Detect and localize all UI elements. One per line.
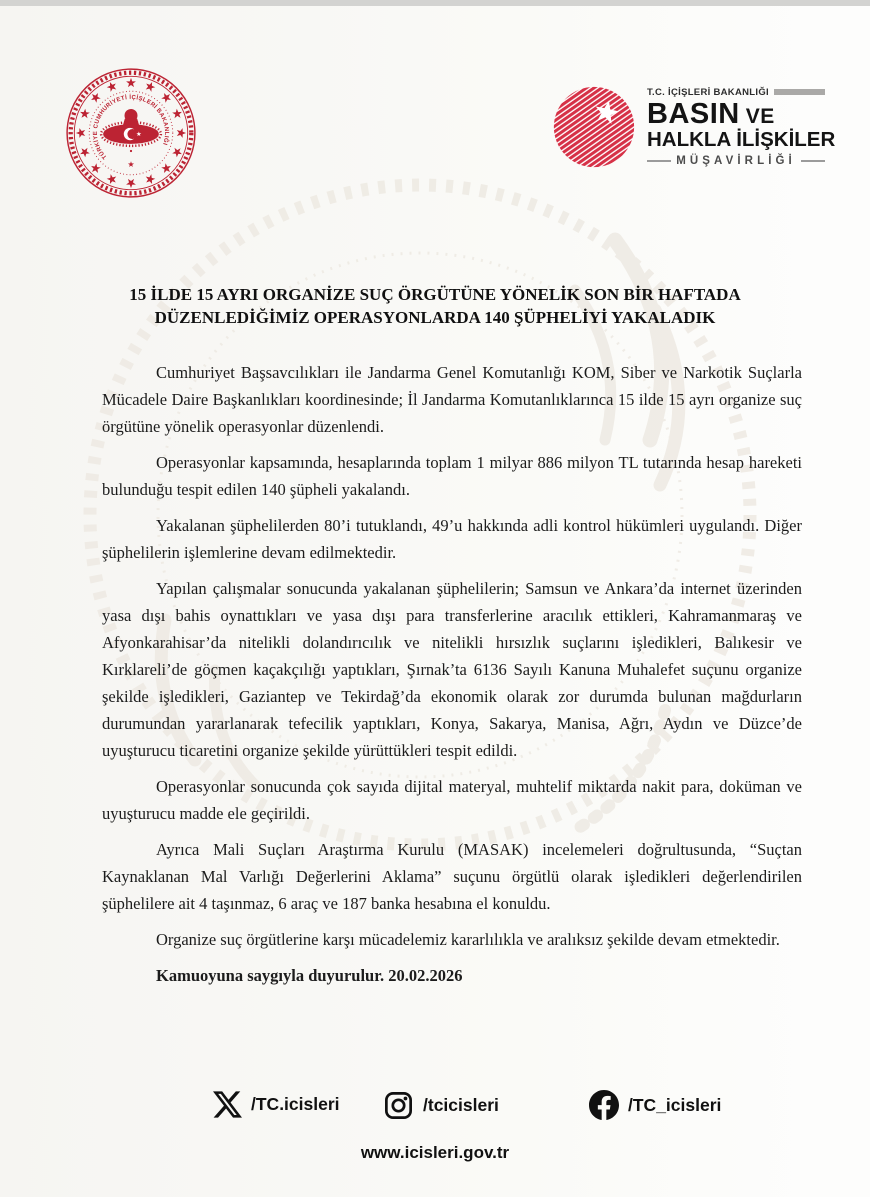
ministry-seal-logo bbox=[64, 66, 198, 200]
press-office-emblem-icon bbox=[551, 84, 637, 170]
ministry-name-label: T.C. İÇİŞLERİ BAKANLIĞI bbox=[647, 86, 769, 98]
press-office-title-line2: HALKLA İLİŞKİLER bbox=[647, 128, 836, 152]
paragraph-1: Cumhuriyet Başsavcılıkları ile Jandarma Genel Komutanlığı KOM, Siber ve Narkotik Suçlarla Mücadele Daire Başkanlıkları koordinesinde; İl Jandarma Komutanlıklarınca 15 ilde 15 ayrı organize suç örgütüne yönelik operasyonlar düzenlendi. bbox=[102, 363, 802, 436]
paragraph-2: Operasyonlar kapsamında, hesaplarında toplam 1 milyar 886 milyon TL tutarında hesap hareketi bulunduğu tespit edilen 140 şüpheli yakalandı. bbox=[102, 453, 802, 499]
press-office-subtitle: MÜŞAVİRLİĞİ bbox=[647, 155, 825, 167]
signoff-line: Kamuoyuna saygıyla duyurulur. 20.02.2026 bbox=[156, 966, 463, 985]
x-handle bbox=[213, 1090, 340, 1119]
paragraph-4: Yapılan çalışmalar sonucunda yakalanan şüphelilerin; Samsun ve Ankara’da internet üzerinden yasa dışı bahis oynattıkları ve yasa dışı para transferlerine aracılık ettikleri, Kahramanmaraş ve Afyonkarahisar’da nitelikli dolandırıcılık ve nitelikli hırsızlık suçlarını işledikleri, Balıkesir ve Kırklareli’de göçmen kaçakçılığı yaptıkları, Şırnak’ta 6136 Sayılı Kanuna Muhalefet suçunu organize şekilde işledikleri, Gaziantep ve Tekirdağ’da ekonomik olarak zor durumda bulunan mağdurların durumundan yararlanarak tefecilik yaptıkları, Konya, Sakarya, Manisa, Ağrı, Aydın ve Düzce’de uyuşturucu ticaretini organize şekilde yürüttükleri tespit edildi. bbox=[102, 579, 802, 760]
paragraph-7: Organize suç örgütlerine karşı mücadelemiz kararlılıkla ve aralıksız şekilde devam etmektedir. bbox=[156, 930, 780, 949]
subtitle-rule-left bbox=[647, 160, 671, 162]
press-release-title: 15 İLDE 15 AYRI ORGANİZE SUÇ ÖRGÜTÜNE YÖNELİK SON BİR HAFTADA DÜZENLEDİĞİMİZ OPERASYONLARDA 140 ŞÜPHELİYİ YAKALADIK bbox=[129, 285, 741, 327]
instagram-icon bbox=[383, 1090, 414, 1121]
instagram-handle-text: /tcicisleri bbox=[423, 1095, 499, 1115]
paragraph-3: Yakalanan şüphelilerden 80’i tutuklandı, 49’u hakkında adli kontrol hükümleri uygulandı. Diğer şüphelilerin işlemlerine devam edilmektedir. bbox=[102, 516, 802, 562]
press-office-logo bbox=[551, 84, 836, 170]
page-top-edge bbox=[0, 0, 870, 6]
facebook-handle bbox=[589, 1090, 721, 1120]
website-url: www.icisleri.gov.tr bbox=[360, 1143, 510, 1162]
seal-circular-text: TÜRKİYE CUMHURİYETİ İÇİŞLERİ BAKANLIĞI bbox=[92, 94, 170, 160]
x-handle-text: /TC.icisleri bbox=[251, 1094, 340, 1114]
facebook-icon bbox=[589, 1090, 619, 1120]
x-icon bbox=[213, 1090, 242, 1119]
subtitle-rule-right bbox=[801, 160, 825, 162]
facebook-handle-text: /TC_icisleri bbox=[628, 1094, 722, 1115]
paragraph-5: Operasyonlar sonucunda çok sayıda dijital materyal, muhtelif miktarda nakit para, doküman ve uyuşturucu madde ele geçirildi. bbox=[102, 777, 802, 823]
press-office-title-line1: BASIN VE bbox=[647, 97, 775, 130]
instagram-handle bbox=[383, 1090, 499, 1121]
press-release-body bbox=[102, 359, 802, 998]
seal-center-emblem bbox=[101, 109, 161, 152]
header-bar bbox=[774, 89, 825, 95]
paragraph-6: Ayrıca Mali Suçları Araştırma Kurulu (MASAK) incelemeleri doğrultusunda, “Suçtan Kaynaklanan Mal Varlığı Değerlerini Aklama” suçunu örgütlü olarak işledikleri değerlendirilen şüphelilere ait 4 taşınmaz, 6 araç ve 187 banka hesabına el konuldu. bbox=[102, 840, 802, 913]
